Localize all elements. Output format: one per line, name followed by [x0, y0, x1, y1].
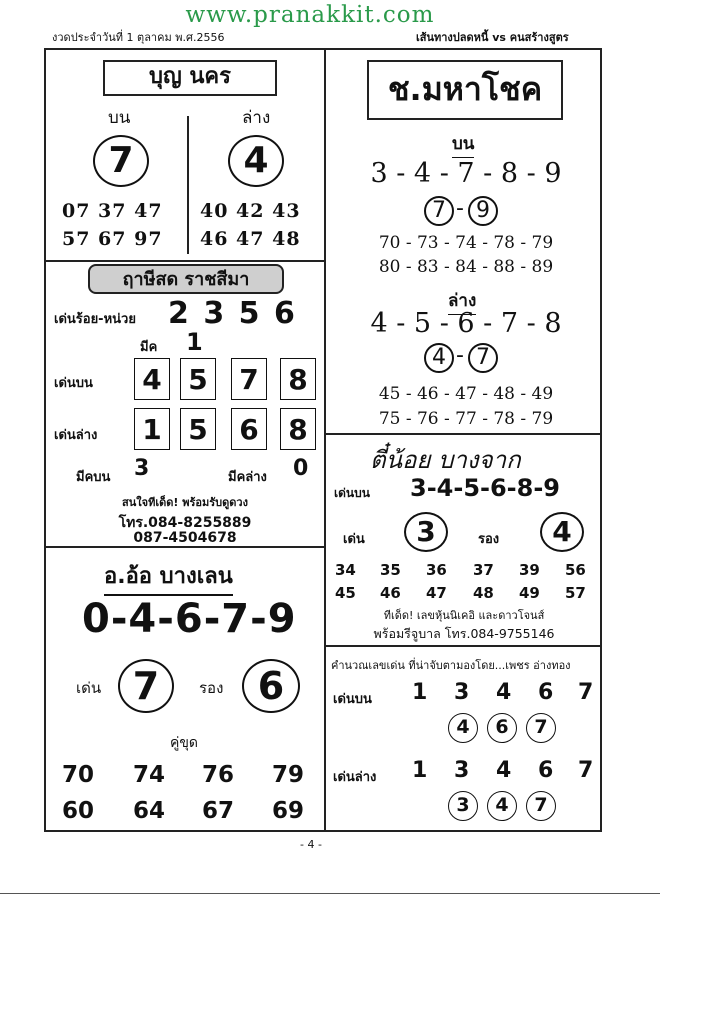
mahachok-bon-row-2: 80 - 83 - 84 - 88 - 89: [378, 257, 554, 277]
boon-lang-row-2: 46 47 48: [200, 228, 301, 250]
mahachok-bon-circ-1: 7: [424, 196, 454, 226]
mahachok-bon-circ-2: 9: [468, 196, 498, 226]
reusi-tel-2: 087-4504678: [133, 530, 237, 546]
reusi-promo: สนใจทีเด็ด! พร้อมรับดูดวง: [122, 496, 248, 509]
reusi-lang-box-4: 8: [280, 408, 316, 450]
scan-edge: [0, 893, 660, 894]
calc-heading: คำนวณเลขเด่น ที่น่าจับตามองโดย...เพชร อ่างทอง: [331, 659, 571, 672]
tee-noi-tel: พร้อมรีจูบาล โทร.084-9755146: [373, 626, 555, 641]
calc-lang-d3: 4: [496, 758, 512, 783]
header-date: งวดประจำวันที่ 1 ตุลาคม พ.ศ.2556: [52, 31, 225, 44]
tee-noi-promo: ทีเด็ด! เลขหุ้นนิเคอิ และดาวโจนส์: [383, 609, 545, 622]
mahachok-lang-label: ล่าง: [448, 287, 476, 315]
calc-bon-c2: 6: [487, 713, 517, 743]
reusi-title: ฤาษีสด ราชสีมา: [88, 264, 284, 294]
divider-left-1: [44, 260, 325, 262]
aor-r2-2: 64: [133, 798, 166, 824]
aor-r2-1: 60: [62, 798, 95, 824]
mahachok-lang-row-1: 45 - 46 - 47 - 48 - 49: [378, 384, 554, 404]
reusi-bon-box-2: 5: [180, 358, 216, 400]
calc-bon-label: เด่นบน: [333, 692, 372, 707]
center-divider: [324, 48, 326, 832]
calc-bon-d1: 1: [412, 680, 428, 705]
tee-noi-title: ตี๋น้อย บางจาก: [370, 446, 521, 474]
aor-den-label: เด่น: [76, 679, 102, 697]
reusi-lang-label: เด่นล่าง: [54, 428, 98, 443]
aor-r1-1: 70: [62, 762, 95, 788]
tee-r1-6: 56: [565, 561, 586, 579]
calc-bon-d4: 6: [538, 680, 554, 705]
divider-left-2: [44, 546, 325, 548]
reusi-mee-bon-value: 3: [134, 456, 150, 481]
reusi-bon-box-3: 7: [231, 358, 267, 400]
tee-r1-3: 36: [426, 561, 447, 579]
tee-r1-4: 37: [473, 561, 494, 579]
mahachok-title: ช.มหาโชค: [367, 60, 563, 120]
mahachok-bon-main: 3 - 4 - 7 - 8 - 9: [370, 158, 562, 189]
reusi-mee-lang-label: มีคล่าง: [228, 470, 267, 485]
calc-lang-label: เด่นล่าง: [333, 770, 377, 785]
calc-bon-c1: 4: [448, 713, 478, 743]
calc-lang-d2: 3: [454, 758, 470, 783]
tee-noi-bon-value: 3-4-5-6-8-9: [410, 474, 560, 502]
reusi-mee-value: 1: [186, 328, 203, 356]
calc-bon-d3: 4: [496, 680, 512, 705]
mahachok-lang-main: 4 - 5 - 6 - 7 - 8: [370, 308, 562, 339]
reusi-lang-box-2: 5: [180, 408, 216, 450]
tee-r2-3: 47: [426, 584, 447, 602]
mahachok-lang-dash: -: [456, 343, 464, 368]
tee-noi-den-value: 3: [404, 512, 448, 552]
tee-r1-1: 34: [335, 561, 356, 579]
reusi-lang-box-1: 1: [134, 408, 170, 450]
aor-den-value: 7: [118, 659, 174, 713]
tee-r2-5: 49: [519, 584, 540, 602]
boon-bon-row-2: 57 67 97: [62, 228, 163, 250]
mahachok-bon-label: บน: [452, 130, 474, 158]
reusi-bon-box-4: 8: [280, 358, 316, 400]
watermark: www.pranakkit.com: [185, 2, 435, 28]
tee-r2-4: 48: [473, 584, 494, 602]
reusi-mee-bon-label: มีคบน: [76, 470, 111, 485]
reusi-lead-label: เด่นร้อย-หน่วย: [54, 312, 136, 327]
divider-right-2: [324, 645, 602, 647]
tee-r2-1: 45: [335, 584, 356, 602]
aor-pair-label: คู่ขุด: [170, 735, 199, 751]
tee-noi-bon-label: เด่นบน: [334, 486, 370, 500]
tee-noi-rong-value: 4: [540, 512, 584, 552]
divider-right-1: [324, 433, 602, 435]
calc-bon-d5: 7: [578, 680, 594, 705]
calc-lang-d4: 6: [538, 758, 554, 783]
calc-lang-d5: 7: [578, 758, 594, 783]
mahachok-lang-row-2: 75 - 76 - 77 - 78 - 79: [378, 409, 554, 429]
aor-r2-3: 67: [202, 798, 235, 824]
reusi-bon-label: เด่นบน: [54, 376, 93, 391]
aor-main: 0-4-6-7-9: [82, 596, 297, 642]
calc-bon-d2: 3: [454, 680, 470, 705]
tee-r1-2: 35: [380, 561, 401, 579]
tee-noi-den-label: เด่น: [343, 532, 365, 547]
aor-rong-value: 6: [242, 659, 300, 713]
calc-bon-c3: 7: [526, 713, 556, 743]
boon-bon-main: 7: [93, 135, 149, 187]
reusi-mee-lang-value: 0: [293, 456, 309, 481]
reusi-lang-box-3: 6: [231, 408, 267, 450]
boon-bon-row-1: 07 37 47: [62, 200, 163, 222]
calc-lang-c3: 7: [526, 791, 556, 821]
calc-lang-c1: 3: [448, 791, 478, 821]
boon-lang-main: 4: [228, 135, 284, 187]
header-title: เส้นทางปลดหนี้ vs คนสร้างสูตร: [416, 31, 569, 44]
mahachok-lang-circ-1: 4: [424, 343, 454, 373]
reusi-lead-value: 2 3 5 6: [168, 296, 297, 331]
mahachok-lang-circ-2: 7: [468, 343, 498, 373]
boon-lang-label: ล่าง: [242, 108, 271, 128]
reusi-bon-box-1: 4: [134, 358, 170, 400]
mahachok-bon-row-1: 70 - 73 - 74 - 78 - 79: [378, 233, 554, 253]
aor-r1-3: 76: [202, 762, 235, 788]
calc-lang-d1: 1: [412, 758, 428, 783]
mahachok-bon-dash: -: [456, 196, 464, 221]
reusi-mee-label: มีค: [140, 340, 158, 355]
tee-r2-6: 57: [565, 584, 586, 602]
boon-divider: [187, 116, 189, 254]
aor-rong-label: รอง: [199, 679, 224, 697]
reusi-tel-1: โทร.084-8255889: [118, 515, 252, 531]
aor-r1-2: 74: [133, 762, 166, 788]
tee-r2-2: 46: [380, 584, 401, 602]
boon-lang-row-1: 40 42 43: [200, 200, 301, 222]
aor-title: อ.อ้อ บางเลน: [104, 558, 233, 596]
aor-r2-4: 69: [272, 798, 305, 824]
tee-noi-rong-label: รอง: [478, 532, 500, 547]
boon-bon-label: บน: [108, 108, 131, 128]
boon-nakorn-title: บุญ นคร: [103, 60, 277, 96]
calc-lang-c2: 4: [487, 791, 517, 821]
page-number: - 4 -: [300, 838, 322, 851]
aor-r1-4: 79: [272, 762, 305, 788]
tee-r1-5: 39: [519, 561, 540, 579]
